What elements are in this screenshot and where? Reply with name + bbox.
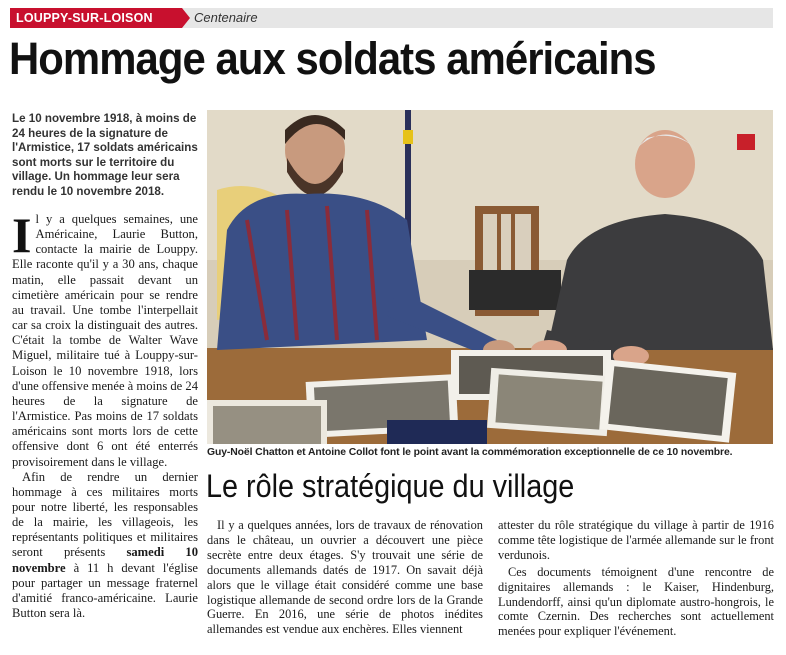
paragraph-text: Afin de rendre un dernier hommage à ces militaires morts pour notre liberté, les responsables de la mairie, les villageois, les représentants politiques et militaires seront présents: [12, 469, 198, 560]
rubric-label: Centenaire: [194, 10, 258, 25]
article-column-1: [12, 207, 199, 621]
location-label: LOUPPY-SUR-LOISON: [10, 8, 182, 28]
section-subheading: Le rôle stratégique du village: [206, 468, 575, 504]
photo-illustration: [207, 110, 773, 444]
paragraph-text: l y a quelques semaines, une Américaine, Laurie Button, contacte la mairie de Louppy. Elle raconte qu'il y a 30 ans, chaque matin, elle passait devant un cimetière américain pour se rendre au travail. Une tombe l'interpellait car sa croix la distinguait des autres. C'était la tombe de Walter Wave Miguel, militaire tué à Louppy-sur-Loison le 10 novembre 1918, lors d'une offensive menée à moins de 24 heures de la signature de l'Armistice. Pas moins de 17 soldats américains sont morts lors de cette offensive dont 6 ont été enterrés provisoirement dans le village.: [12, 212, 198, 469]
event-date: samedi 10 novembre: [12, 545, 199, 575]
paragraph: attester du rôle stratégique du village à partir de 1916 comme tête logistique de l'armée allemande sur le front verdunois.: [498, 518, 774, 562]
article-photo: [207, 110, 773, 444]
drop-cap: I: [12, 207, 32, 263]
paragraph: Ces documents témoignent d'une rencontre de dignitaires allemands : le Kaiser, Hindenburg, Lundendorff, ainsi qu'un diplomate austro-hongrois, le comte Czernin. Des recherches sont actuellement menées pour expliquer l'événement.: [498, 564, 774, 639]
photo-caption: Guy-Noël Chatton et Antoine Collot font le point avant la commémoration exceptionnelle de ce 10 novembre.: [207, 447, 733, 458]
paragraph: Il y a quelques années, lors de travaux de rénovation dans le château, un ouvrier a découvert une pièce secrète entre deux étages. S'y trouvait une série de documents allemands datés de 1917. On savait déjà alors que le village était considéré comme une base logistique allemande de second ordre lors de la Grande Guerre. En 2016, une série de photos inédites allemandes est vendue aux enchères. Elles viennent: [207, 518, 483, 637]
article-column-2: [207, 518, 483, 637]
article-lead: Le 10 novembre 1918, à moins de 24 heures de la signature de l'Armistice, 17 soldats américains sont morts sur le territoire du village. Un hommage leur sera rendu le 10 novembre 2018.: [12, 112, 198, 198]
paragraph: [12, 207, 198, 470]
article-column-3: [498, 518, 774, 639]
paragraph: [12, 470, 198, 622]
article-headline: Hommage aux soldats américains: [9, 33, 656, 84]
paragraph-text: à 11 h devant l'église pour partager un message fraternel d'amitié franco-américaine. Laurie Button sera là.: [12, 560, 198, 621]
section-bar: [10, 8, 773, 28]
